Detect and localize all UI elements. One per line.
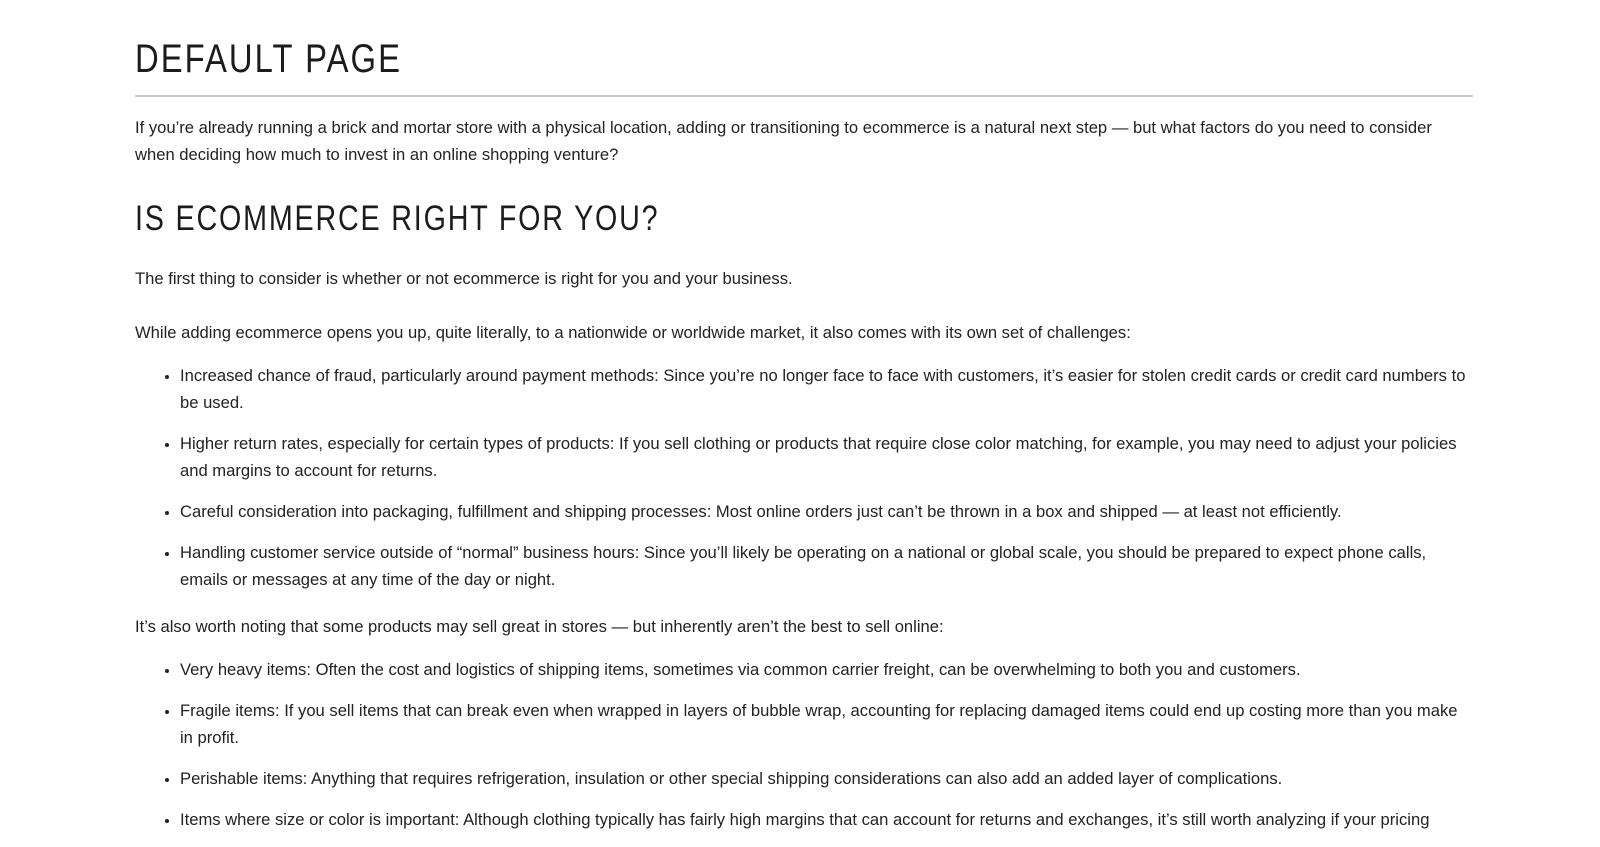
list-item: • Careful consideration into packaging, fulfillment and shipping processes: Most online orders just can’t be thrown in a box and shipped — at least not efficiently. (180, 498, 1473, 525)
section-heading: IS ECOMMERCE RIGHT FOR YOU? (135, 199, 660, 238)
challenges-list (135, 362, 1473, 593)
list-item: • Very heavy items: Often the cost and logistics of shipping items, sometimes via common carrier freight, can be overwhelming to both you and customers. (180, 656, 1473, 683)
page-content (135, 0, 1473, 847)
challenges-intro-paragraph: While adding ecommerce opens you up, quite literally, to a nationwide or worldwide market, it also comes with its own set of challenges: (135, 323, 1131, 342)
list-item: • Perishable items: Anything that requires refrigeration, insulation or other special shipping considerations can also add an added layer of complications. (180, 765, 1473, 792)
intro-paragraph: If you’re already running a brick and mortar store with a physical location, adding or transitioning to ecommerce is a natural next step — but what factors do you need to consider when deciding how much to invest in an online shopping venture? (135, 118, 1432, 164)
title-divider (135, 95, 1473, 97)
page-title: DEFAULT PAGE (135, 37, 403, 81)
products-intro-paragraph: It’s also worth noting that some products may sell great in stores — but inherently aren’t the best to sell online: (135, 617, 944, 636)
list-item: • Fragile items: If you sell items that can break even when wrapped in layers of bubble wrap, accounting for replacing damaged items could end up costing more than you make in profit. (180, 697, 1473, 751)
first-consideration-paragraph: The first thing to consider is whether or not ecommerce is right for you and your business. (135, 269, 793, 288)
list-item: • Increased chance of fraud, particularly around payment methods: Since you’re no longer face to face with customers, it’s easier for stolen credit cards or credit card numbers to be used. (180, 362, 1473, 416)
products-list (135, 656, 1473, 833)
list-item: • Items where size or color is important: Although clothing typically has fairly high margins that can account for returns and exchanges, it’s still worth analyzing if your pricing (180, 806, 1473, 833)
list-item: • Handling customer service outside of “normal” business hours: Since you’ll likely be operating on a national or global scale, you should be prepared to expect phone calls, emails or messages at any time of the day or night. (180, 539, 1473, 593)
list-item: • Higher return rates, especially for certain types of products: If you sell clothing or products that require close color matching, for example, you may need to adjust your policies and margins to account for returns. (180, 430, 1473, 484)
